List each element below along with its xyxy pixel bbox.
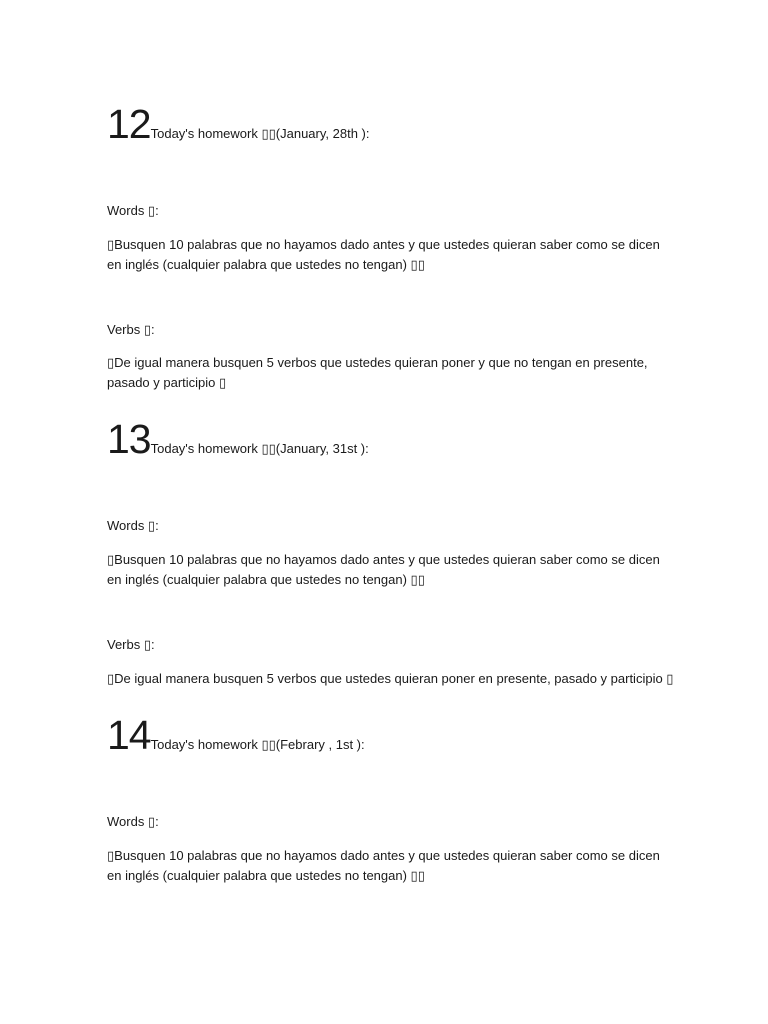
words-paragraph: ▯Busquen 10 palabras que no hayamos dado antes y que ustedes quieran saber como se dicen en inglés (cualquier palabra que ustedes no tengan) ▯▯ xyxy=(107,552,660,587)
entry-number: 13 xyxy=(107,416,151,462)
verbs-paragraph: ▯De igual manera busquen 5 verbos que ustedes quieran poner en presente, pasado y participio ▯ xyxy=(107,671,674,686)
entry-heading-14 xyxy=(107,712,365,758)
words-label: Words ▯: xyxy=(107,518,159,533)
words-paragraph: ▯Busquen 10 palabras que no hayamos dado antes y que ustedes quieran saber como se dicen en inglés (cualquier palabra que ustedes no tengan) ▯▯ xyxy=(107,848,660,883)
entry-title: Today's homework ▯▯(January, 31st ): xyxy=(150,441,369,456)
verbs-label: Verbs ▯: xyxy=(107,322,155,337)
entry-number: 14 xyxy=(107,712,151,758)
verbs-paragraph: ▯De igual manera busquen 5 verbos que ustedes quieran poner y que no tengan en presente, pasado y participio ▯ xyxy=(107,355,648,390)
entry-title: Today's homework ▯▯(Febrary , 1st ): xyxy=(150,737,365,752)
entry-heading-13 xyxy=(107,416,369,462)
words-paragraph: ▯Busquen 10 palabras que no hayamos dado antes y que ustedes quieran saber como se dicen en inglés (cualquier palabra que ustedes no tengan) ▯▯ xyxy=(107,237,660,272)
entry-title: Today's homework ▯▯(January, 28th ): xyxy=(150,126,370,141)
verbs-label: Verbs ▯: xyxy=(107,637,155,652)
words-label: Words ▯: xyxy=(107,203,159,218)
entry-heading-12 xyxy=(107,101,370,147)
entry-number: 12 xyxy=(107,101,151,147)
words-label: Words ▯: xyxy=(107,814,159,829)
